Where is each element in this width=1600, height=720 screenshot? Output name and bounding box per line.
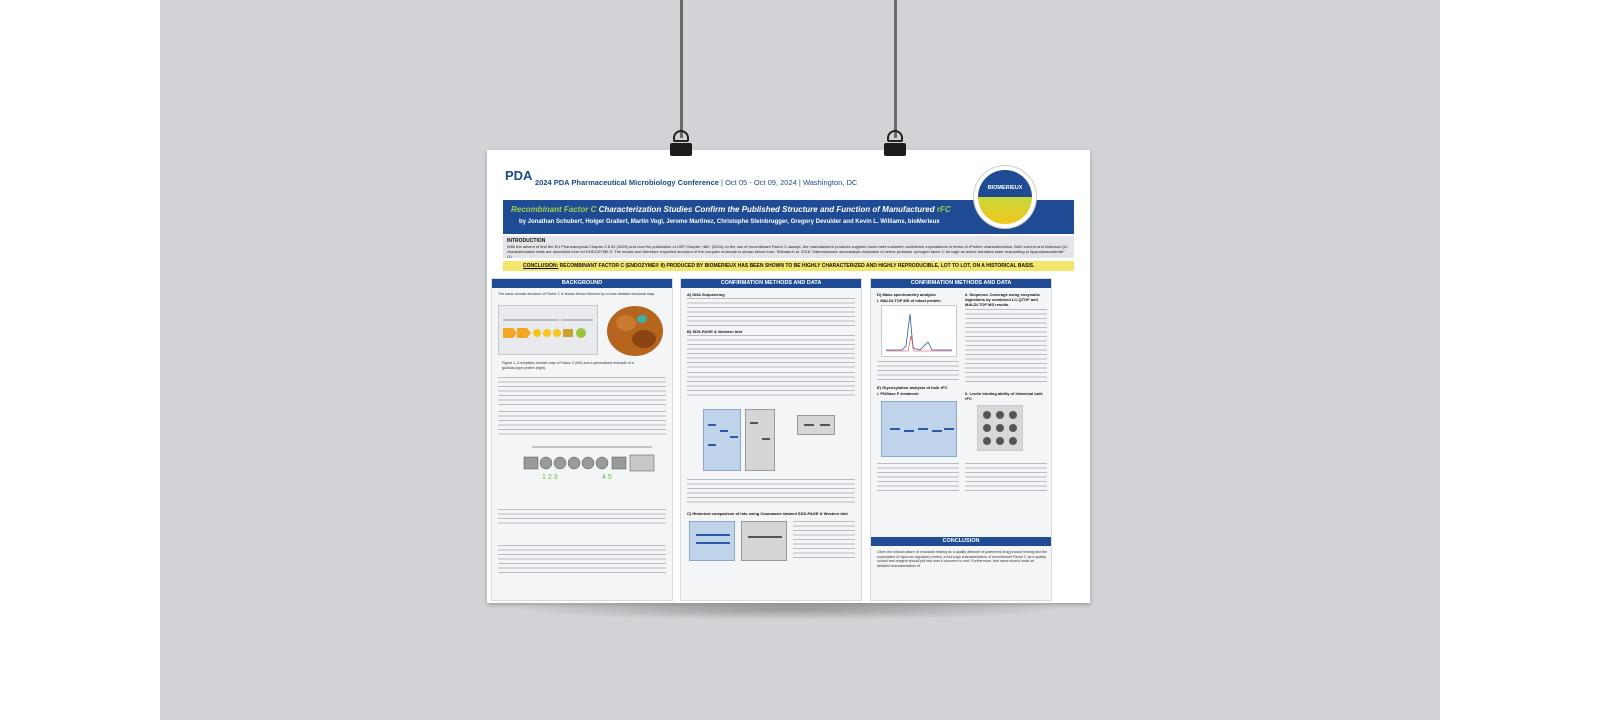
figure1-caption: Figure 1. A simplistic domain map of Factor C (left) and a generalized example of a globular-type protein (right). [502, 361, 634, 370]
svg-text:1 2 3: 1 2 3 [542, 474, 558, 481]
background-column [491, 278, 673, 601]
historical-heading: C) Historical comparison of lots using Coomassie stained SDS-PAGE & Western blot [687, 511, 848, 516]
historical-western-blot [741, 521, 787, 561]
background-paragraph-1 [498, 377, 666, 407]
lectin-dot-blot [977, 405, 1023, 451]
title-rest: Characterization Studies Confirm the Published Structure and Function of Manufactured [598, 205, 935, 214]
dna-text [687, 298, 855, 326]
poster [487, 150, 1090, 603]
title-end: rFC [936, 205, 951, 214]
binder-clip-left [670, 130, 692, 156]
figure5-caption [877, 361, 959, 381]
dna-heading: A) DNA Sequencing [687, 292, 725, 297]
coomassie-gel [703, 409, 741, 471]
logo-text: BIOMÉRIEUX [987, 185, 1023, 191]
conference-line: 2024 PDA Pharmaceutical Microbiology Conference | Oct 05 - Oct 09, 2024 | Washington, DC [535, 178, 858, 187]
glyco-heading: E) Glycosylation analysis of bulk rFC [877, 385, 948, 390]
title-highlight: Recombinant Factor C [511, 205, 597, 214]
background-paragraph-2 [498, 411, 666, 435]
binder-clip-right [884, 130, 906, 156]
conclusion-banner [503, 261, 1074, 271]
bg-intro-text: The basic domain structure of Factor C is shown below followed by a more detailed structural map. [498, 292, 655, 296]
hanging-wire-right [894, 0, 897, 138]
intro-text: With the advent of first the EU Pharmacopeial Chapter 2.6.32 (2020) and now the publication of USP Chapter <86> (2024) on the use of recombinant Factor C assays, the manufactured products supplied must meet customer confidence expectations in terms of rProtein characterization. Both current and historical QC characterization tests are described here for ENDOZYME II. The known and therefore expected structure of the complex molecule is shown below from: Shibata et al. 2018 "Intermolecular autocatalytic activation of serine protease zymogen factor C through an active transition state responding to lipopolysaccharide" (1). [507, 244, 1068, 258]
pngase-gel [881, 401, 957, 457]
figure2-caption [498, 509, 666, 527]
sds-text [687, 335, 855, 369]
conclusion-label: CONCLUSION: [523, 263, 559, 269]
conference-dates: Oct 05 - Oct 09, 2024 [725, 178, 797, 187]
globular-protein-image [602, 301, 668, 359]
sds-heading: B) SDS-PAGE & Western blot [687, 329, 743, 334]
figure7-caption [965, 463, 1047, 493]
coverage-text [965, 309, 1047, 385]
sds-text-2 [687, 372, 855, 396]
pngase-heading: i. PNGase F treatment [877, 391, 919, 396]
coverage-heading: ii. Sequence Coverage using enzymatic digestions by combined LC-QTOF and MALDI-TOF MS results. [965, 292, 1040, 307]
methods-column [680, 278, 862, 601]
maldi-spectrum-chart [881, 305, 957, 357]
methods-header: CONFIRMATION METHODS AND DATA [681, 279, 861, 288]
introduction-box [503, 236, 1074, 258]
conclusion-header: CONCLUSION [871, 537, 1051, 546]
methods-column-2 [870, 278, 1052, 601]
poster-title [511, 205, 951, 214]
intro-heading: INTRODUCTION [507, 238, 546, 244]
conclusion-text: RECOMBINANT FACTOR C (ENDOZYME® II) PRODUCED BY BIOMERIEUX HAS BEEN SHOWN TO BE HIGHLY CHARACTERIZED AND HIGHLY REPRODUCIBLE, LOT TO LOT, ON A HISTORICAL BASIS. [559, 263, 1035, 269]
conference-name: 2024 PDA Pharmaceutical Microbiology Conference [535, 178, 719, 187]
western-blot-1 [745, 409, 775, 471]
mass-spec-heading: D) Mass spectrometry analysis [877, 292, 936, 297]
references [498, 545, 666, 575]
biomerieux-logo [974, 166, 1036, 228]
background-header: BACKGROUND [492, 279, 672, 288]
factor-c-structure-figure [502, 439, 664, 505]
conclusion-body: Given the critical nature of endotoxin testing as a quality attribute of parenteral drug product testing and the expectation of rigorous regulatory review, a thorough characterization of recombinant Factor C as a quality control test reagent should put test user's concerns to rest. Furthermore, test users should insist on detailed characterization of [877, 550, 1047, 568]
maldi-heading: i. MALDI-TOF MS of intact protein [877, 298, 941, 303]
conclusion-banner-text [523, 263, 1035, 269]
historical-coomassie-gel [689, 521, 735, 561]
svg-text:4 5: 4 5 [602, 474, 612, 481]
hanging-wire-left [680, 0, 683, 138]
domain-map-figure [498, 305, 598, 355]
figure3-caption [687, 479, 855, 505]
figure6-caption [877, 463, 959, 493]
pda-logo: PDA [505, 168, 533, 183]
western-blot-2 [797, 415, 835, 435]
lectin-heading: ii. Lectin binding ability of historical bulk rFC [965, 391, 1043, 401]
figure4-caption [793, 521, 855, 561]
conference-location: Washington, DC [802, 178, 858, 187]
authors: by Jonathan Schubert, Holger Grallert, Martin Vogl, Jerome Martinez, Christophe Steinbrugger, Gregory Devulder and Kevin L. Williams, bioMerieux [519, 219, 940, 225]
methods2-header: CONFIRMATION METHODS AND DATA [871, 279, 1051, 288]
